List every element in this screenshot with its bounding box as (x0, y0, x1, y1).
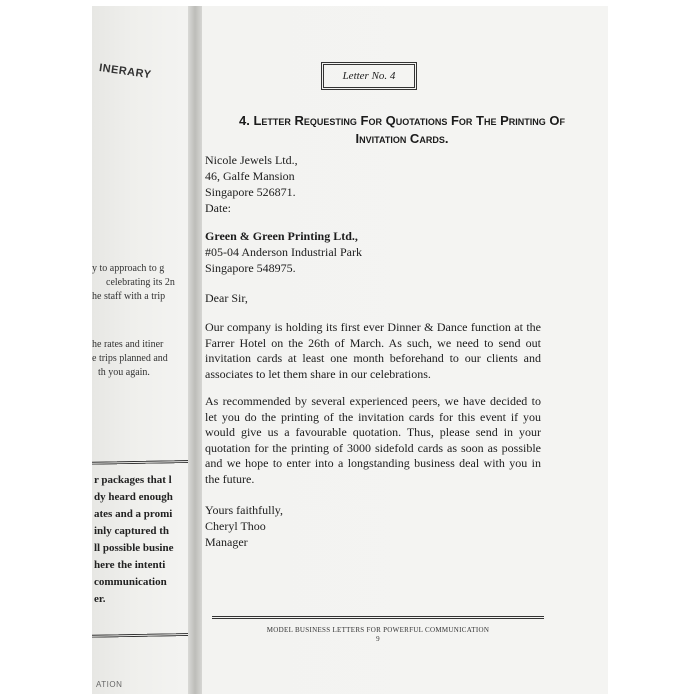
closing-line: Cheryl Thoo (205, 519, 266, 533)
box-line: dy heard enough (94, 491, 173, 503)
left-page-box-text (94, 472, 173, 608)
letter-title (202, 112, 602, 148)
box-line: r packages that l (94, 474, 172, 486)
paragraph-2: As recommended by several experienced peers, we have decided to let you do the printing of the invitation cards for this event if you would give us a favourable quotation. Thus, please send in your quotation for the printing of 3000 sidefold cards as soon as possible and we hope to enter into a longstanding business deal with you in the future. (205, 394, 541, 486)
box-line: er. (94, 593, 106, 605)
page-number: 9 (376, 635, 380, 643)
address-line: Date: (205, 201, 231, 215)
box-line: ates and a promi (94, 508, 173, 520)
closing (205, 502, 283, 550)
left-page-line: celebrating its 2n (106, 277, 175, 288)
box-line: inly captured th (94, 525, 169, 537)
sender-address (205, 152, 298, 216)
recipient-address (205, 228, 362, 276)
address-line: Singapore 548975. (205, 261, 296, 275)
address-line: Nicole Jewels Ltd., (205, 153, 298, 167)
box-line: ll possible busine (94, 542, 174, 554)
closing-line: Manager (205, 535, 248, 549)
box-line: communication (94, 576, 167, 588)
address-line: Singapore 526871. (205, 185, 296, 199)
left-page-line: y to approach to g (92, 263, 165, 274)
recipient-name: Green & Green Printing Ltd., (205, 229, 358, 243)
closing-line: Yours faithfully, (205, 503, 284, 517)
address-line: 46, Galfe Mansion (205, 169, 295, 183)
left-page-line: e trips planned and (92, 353, 168, 364)
page-footer (212, 626, 544, 644)
book-gutter (188, 6, 202, 694)
box-line: here the intenti (94, 559, 166, 571)
title-line: 4. Letter Requesting For Quotations For The Printing Of (239, 113, 565, 128)
left-page-line: he staff with a trip (92, 291, 166, 302)
title-line: Invitation Cards. (355, 131, 449, 146)
left-page-line: he rates and itiner (92, 339, 164, 350)
footer-rule (212, 616, 544, 619)
left-page-line: th you again. (98, 367, 150, 378)
address-line: #05-04 Anderson Industrial Park (205, 245, 362, 259)
letter-number: Letter No. 4 (342, 70, 396, 82)
salutation: Dear Sir, (205, 291, 248, 305)
left-page (92, 6, 196, 694)
paragraph-1: Our company is holding its first ever Dinner & Dance function at the Farrer Hotel on the 26th of March. As such, we need to send out invitation cards at least one month beforehand to our clients and associates to let them share in our celebrations. (205, 320, 541, 381)
left-page-footer: ATION (96, 680, 123, 689)
book-photo (92, 6, 608, 694)
footer-title: MODEL BUSINESS LETTERS FOR POWERFUL COMMUNICATION (266, 626, 490, 634)
letter-number-box (321, 62, 417, 90)
left-page-heading: INERARY (98, 62, 153, 82)
